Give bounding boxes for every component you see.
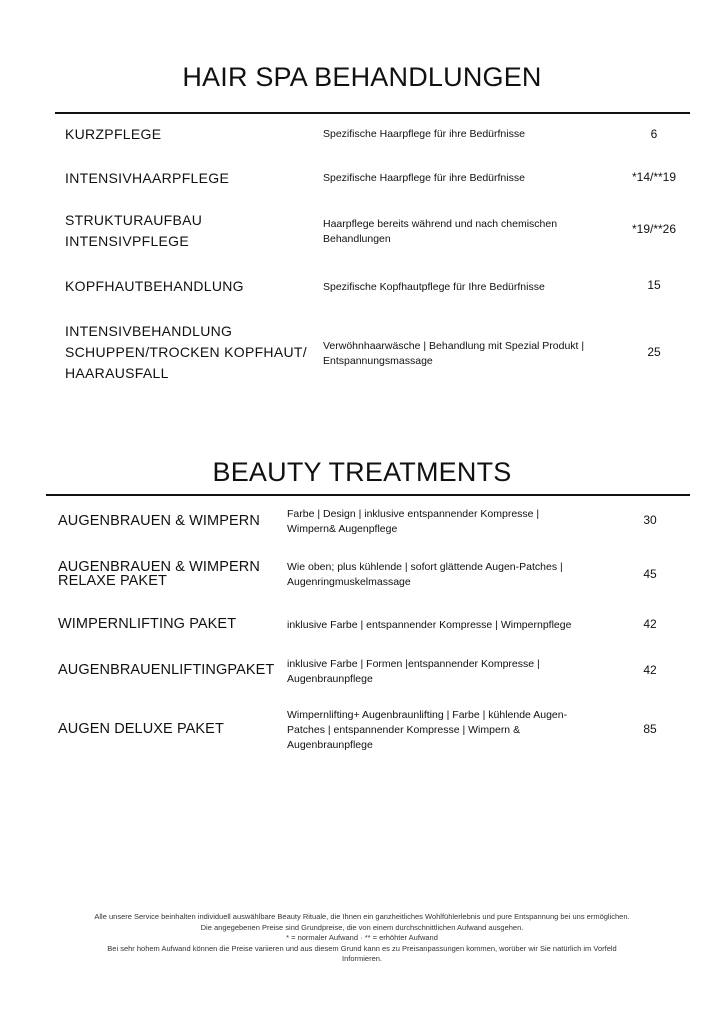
item-description: Wimpernlifting+ Augenbraunlifting | Farbe | kühlende Augen- Patches | entspannender Kompresse | Wimpern & Augenbraunpflege <box>287 709 568 751</box>
footer-line: * = normaler Aufwand · ** = erhöhter Aufwand <box>286 933 438 942</box>
item-name: KURZPFLEGE <box>65 126 162 142</box>
footer-line: Bei sehr hohem Aufwand können die Preise variieren und aus diesem Grund kann es zu Preisanpassungen kommen, worüber wir Sie natürlich im Vorfeld <box>107 943 617 953</box>
item-price: 6 <box>650 127 658 141</box>
item-price: 25 <box>647 345 661 359</box>
item-price: *14/**19 <box>631 170 677 184</box>
item-price: 85 <box>643 722 657 736</box>
item-description: Wie oben; plus kühlende | sofort glättende Augen-Patches | Augenringmuskelmassage <box>287 561 563 588</box>
item-name: STRUKTURAUFBAU INTENSIVPFLEGE <box>65 212 203 249</box>
footer-line: Die angegebenen Preise sind Grundpreise, die von einem durchschnittlichen Aufwand ausgehen. <box>200 922 524 932</box>
item-price: 42 <box>643 617 657 631</box>
item-description: inklusive Farbe | Formen |entspannender Kompresse | Augenbraunpflege <box>287 658 540 685</box>
hair-spa-title: HAIR SPA BEHANDLUNGEN <box>182 62 542 92</box>
item-price: 30 <box>643 513 657 527</box>
item-description: Spezifische Haarpflege für ihre Bedürfnisse <box>323 128 525 140</box>
footer-line: Informieren. <box>341 954 383 963</box>
item-name: KOPFHAUTBEHANDLUNG <box>65 278 244 294</box>
item-description: Verwöhnhaarwäsche | Behandlung mit Spezial Produkt | Entspannungsmassage <box>323 340 585 367</box>
item-name: INTENSIVBEHANDLUNG SCHUPPEN/TROCKEN KOPFHAUT/ HAARAUSFALL <box>65 323 307 381</box>
item-description: Spezifische Kopfhautpflege für Ihre Bedürfnisse <box>323 281 545 293</box>
footer-line: Alle unsere Service beinhalten individuell auswählbare Beauty Rituale, die Ihnen ein ganzheitliches Wohlfühlerlebnis und pure Entspannung bei uns ermöglichen. <box>94 912 630 921</box>
hair-spa-divider <box>55 112 690 114</box>
beauty-divider <box>46 494 690 496</box>
item-name: AUGENBRAUEN & WIMPERN RELAXE PAKET <box>58 559 260 589</box>
item-name: WIMPERNLIFTING PAKET <box>58 616 237 632</box>
item-name: INTENSIVHAARPFLEGE <box>65 170 230 186</box>
item-name: AUGENBRAUEN & WIMPERN <box>58 513 260 529</box>
item-price: *19/**26 <box>631 222 677 236</box>
beauty-title: BEAUTY TREATMENTS <box>212 457 512 487</box>
item-name: AUGENBRAUENLIFTINGPAKET <box>58 662 275 678</box>
item-description: inklusive Farbe | entspannender Kompresse | Wimpernpflege <box>287 619 572 631</box>
item-price: 45 <box>643 567 657 581</box>
item-description: Haarpflege bereits während und nach chemischen Behandlungen <box>323 218 558 245</box>
item-price: 42 <box>643 663 657 677</box>
footer-notes <box>40 912 684 965</box>
item-description: Farbe | Design | inklusive entspannender Kompresse | Wimpern& Augenpflege <box>287 508 540 535</box>
item-name: AUGEN DELUXE PAKET <box>58 721 224 737</box>
item-price: 15 <box>647 278 661 292</box>
item-description: Spezifische Haarpflege für ihre Bedürfnisse <box>323 172 525 184</box>
